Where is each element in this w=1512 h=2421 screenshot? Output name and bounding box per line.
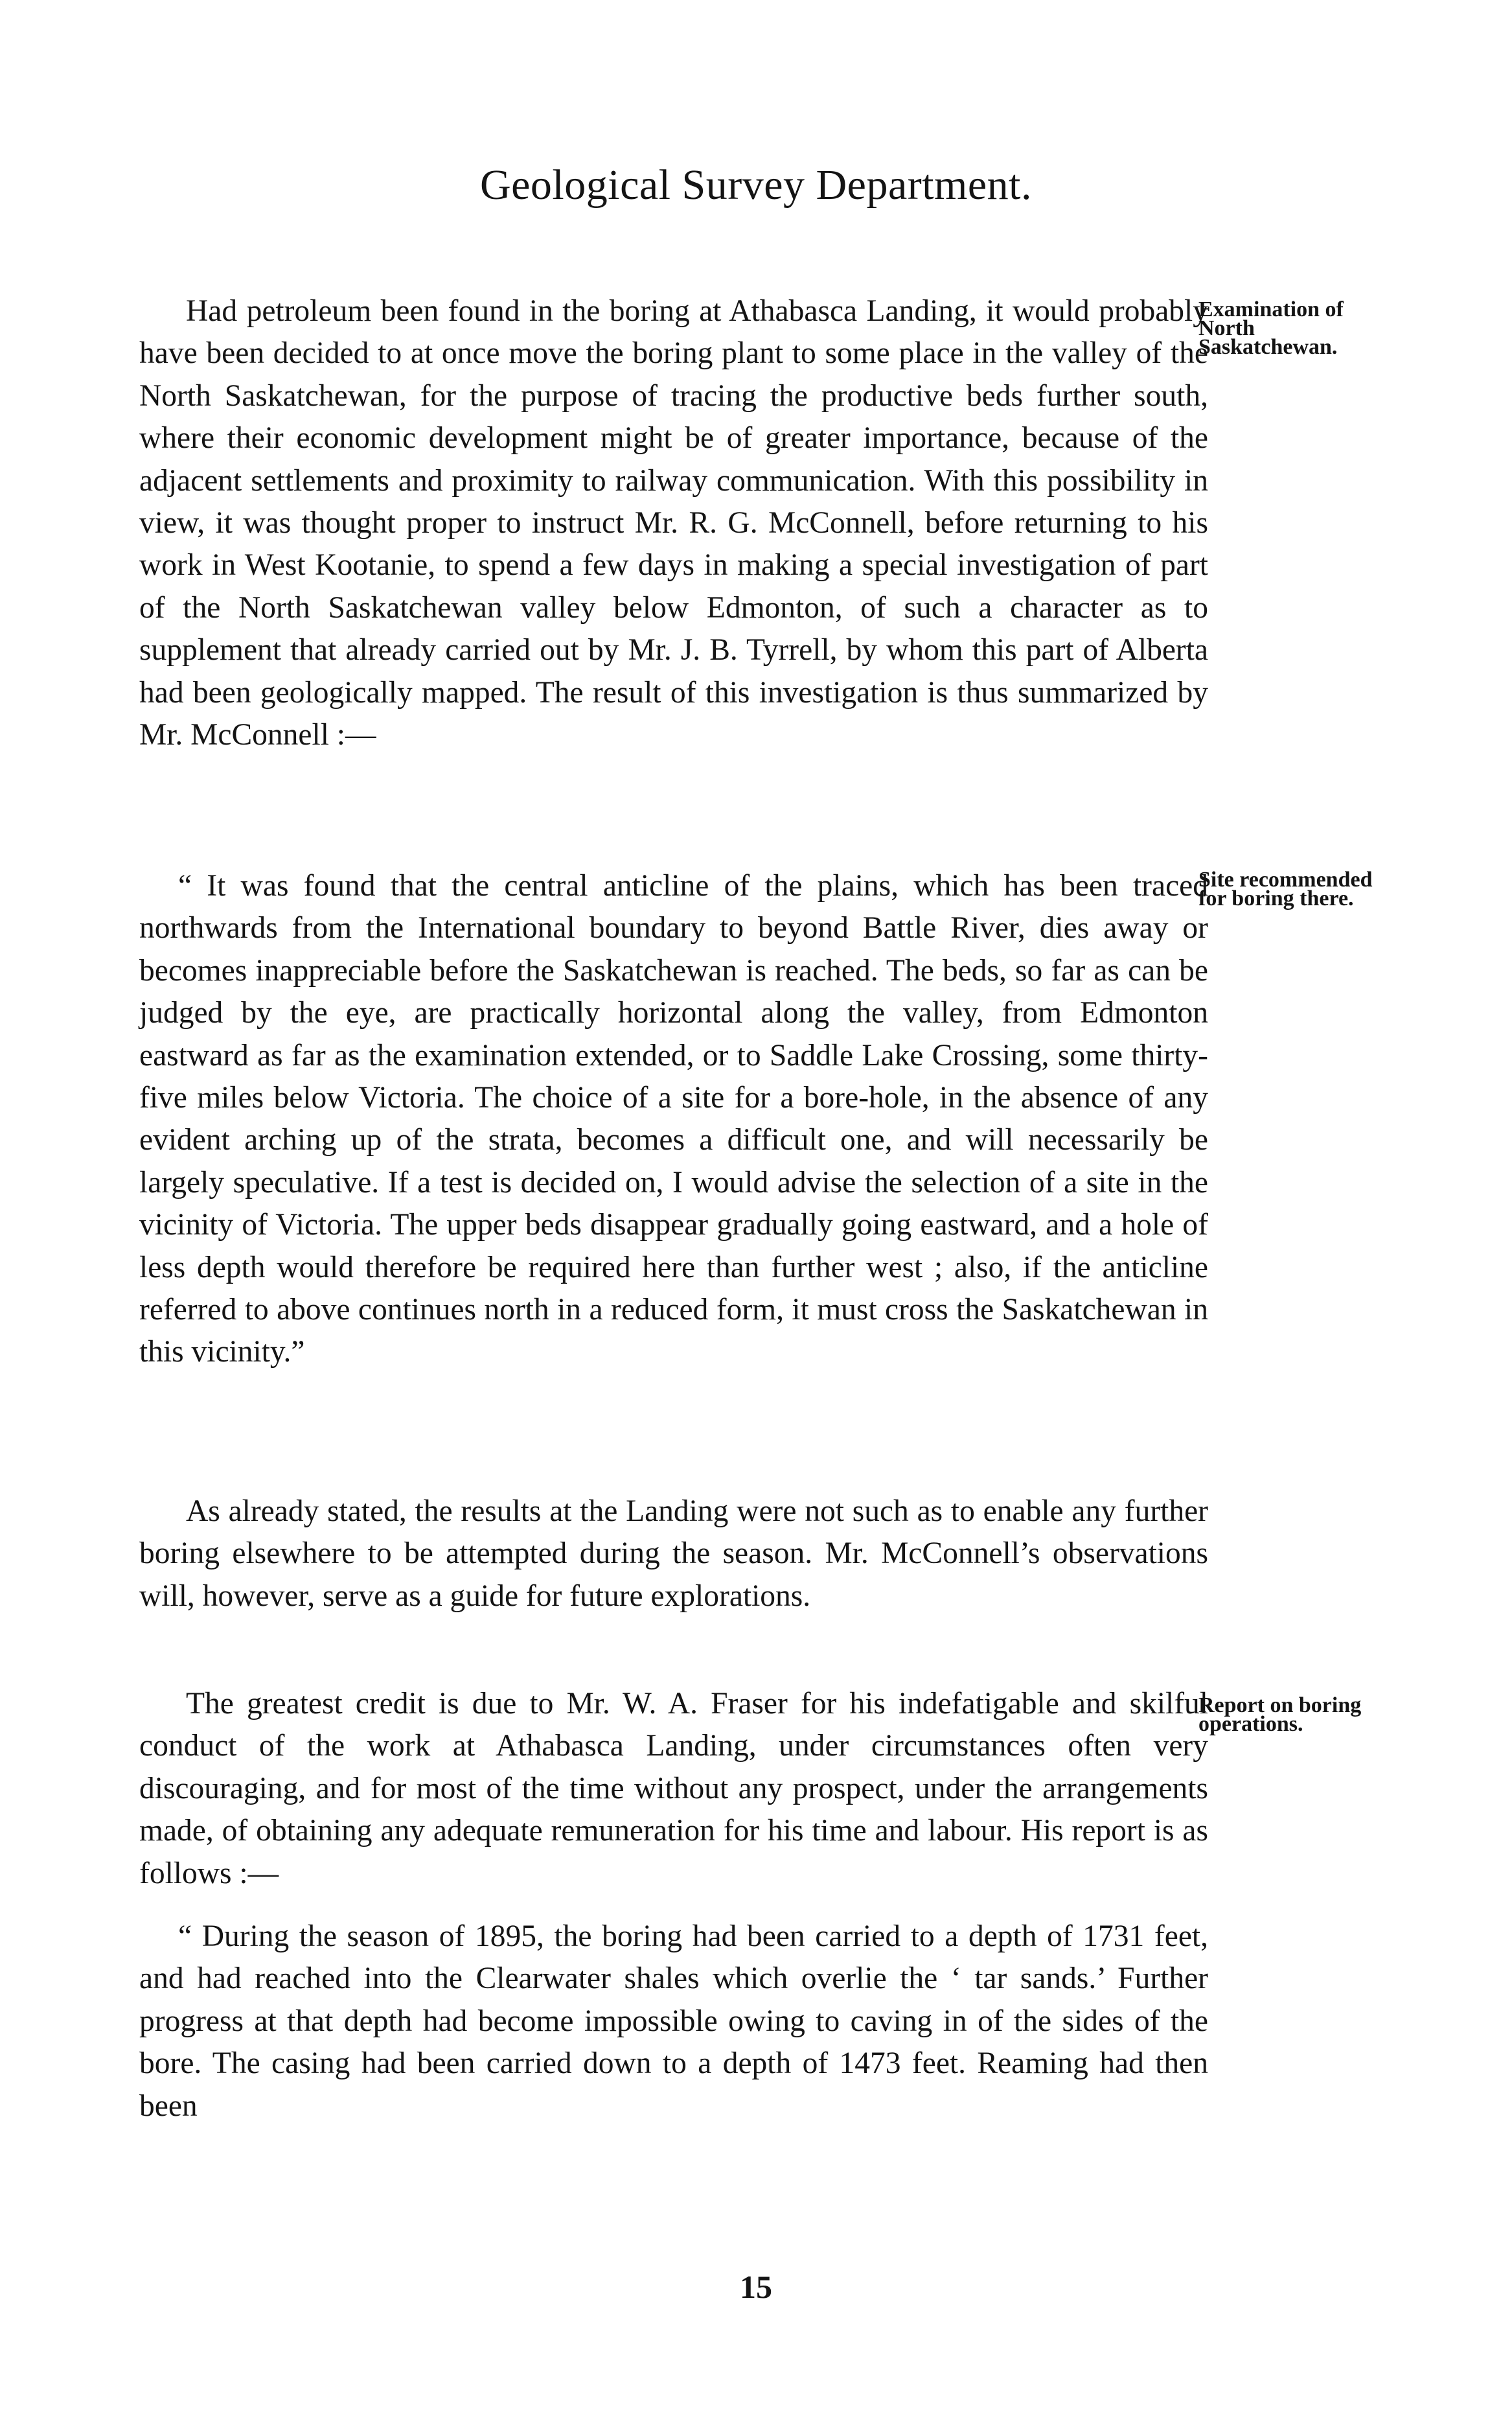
paragraph-text: The greatest credit is due to Mr. W. A. Fraser for his indefatigable and skilful conduct of the work at Athabasca Landing, under circumstances often very discouraging, and for most of the time without any prospect, under the arrangements made, of obtaining any adequate remuneration for his time and labour. His report is as follows :— bbox=[139, 1687, 1208, 1890]
margin-note-2: Site recommended for boring there. bbox=[1198, 868, 1373, 910]
body-paragraph-1 bbox=[139, 290, 1208, 756]
margin-note-3: Report on boring operations. bbox=[1198, 1693, 1362, 1736]
paragraph-text: Had petroleum been found in the boring at Athabasca Landing, it would probably have been decided to at once move the boring plant to some place in the valley of the North Saskatchewan, for the purpose of tracing the productive beds further south, where their economic development might be of greater importance, because of the adjacent settlements and proximity to railway communication. With this possibility in view, it was thought proper to instruct Mr. R. G. McConnell, before returning to his work in West Kootanie, to spend a few days in making a special investigation of part of the North Saskatchewan valley below Edmonton, of such a character as to supplement that already carried out by Mr. J. B. Tyrrell, by whom this part of Alberta had been geologically mapped. The result of this investigation is thus summarized by Mr. McConnell :— bbox=[139, 294, 1208, 752]
paragraph-text: “ During the season of 1895, the boring had been carried to a depth of 1731 feet, and had reached into the Clearwater shales which overlie the ‘ tar sands.’ Further progress at that depth had become impossible owing to caving in of the sides of the bore. The casing had been carried down to a depth of 1473 feet. Reaming had then been bbox=[139, 1919, 1208, 2123]
body-paragraph-5 bbox=[139, 1916, 1208, 2127]
paragraph-text: As already stated, the results at the Landing were not such as to enable any further boring elsewhere to be attempted during the season. Mr. McConnell’s observations will, however, serve as a guide for future explorations. bbox=[139, 1494, 1208, 1613]
page-number: 15 bbox=[740, 2269, 772, 2305]
paragraph-text: “ It was found that the central anticline of the plains, which has been traced northwards from the International boundary to beyond Battle River, dies away or becomes inappreciable before the Saskatchewan is reached. The beds, so far as can be judged by the eye, are practically horizontal along the valley, from Edmonton eastward as far as the examination extended, or to Saddle Lake Crossing, some thirty-five miles below Victoria. The choice of a site for a bore-hole, in the absence of any evident arching up of the strata, becomes a difficult one, and will necessarily be largely speculative. If a test is decided on, I would advise the selection of a site in the vicinity of Victoria. The upper beds disappear gradually going eastward, and a hole of less depth would therefore be required here than further west ; also, if the anticline referred to above continues north in a reduced form, it must cross the Saskatchewan in this vicinity.” bbox=[139, 869, 1208, 1369]
body-paragraph-2 bbox=[139, 865, 1208, 1374]
body-paragraph-4 bbox=[139, 1683, 1208, 1895]
body-paragraph-3 bbox=[139, 1490, 1208, 1617]
margin-note-1: Examination of North Saskatchewan. bbox=[1198, 297, 1344, 359]
page-title: Geological Survey Department. bbox=[479, 161, 1033, 209]
